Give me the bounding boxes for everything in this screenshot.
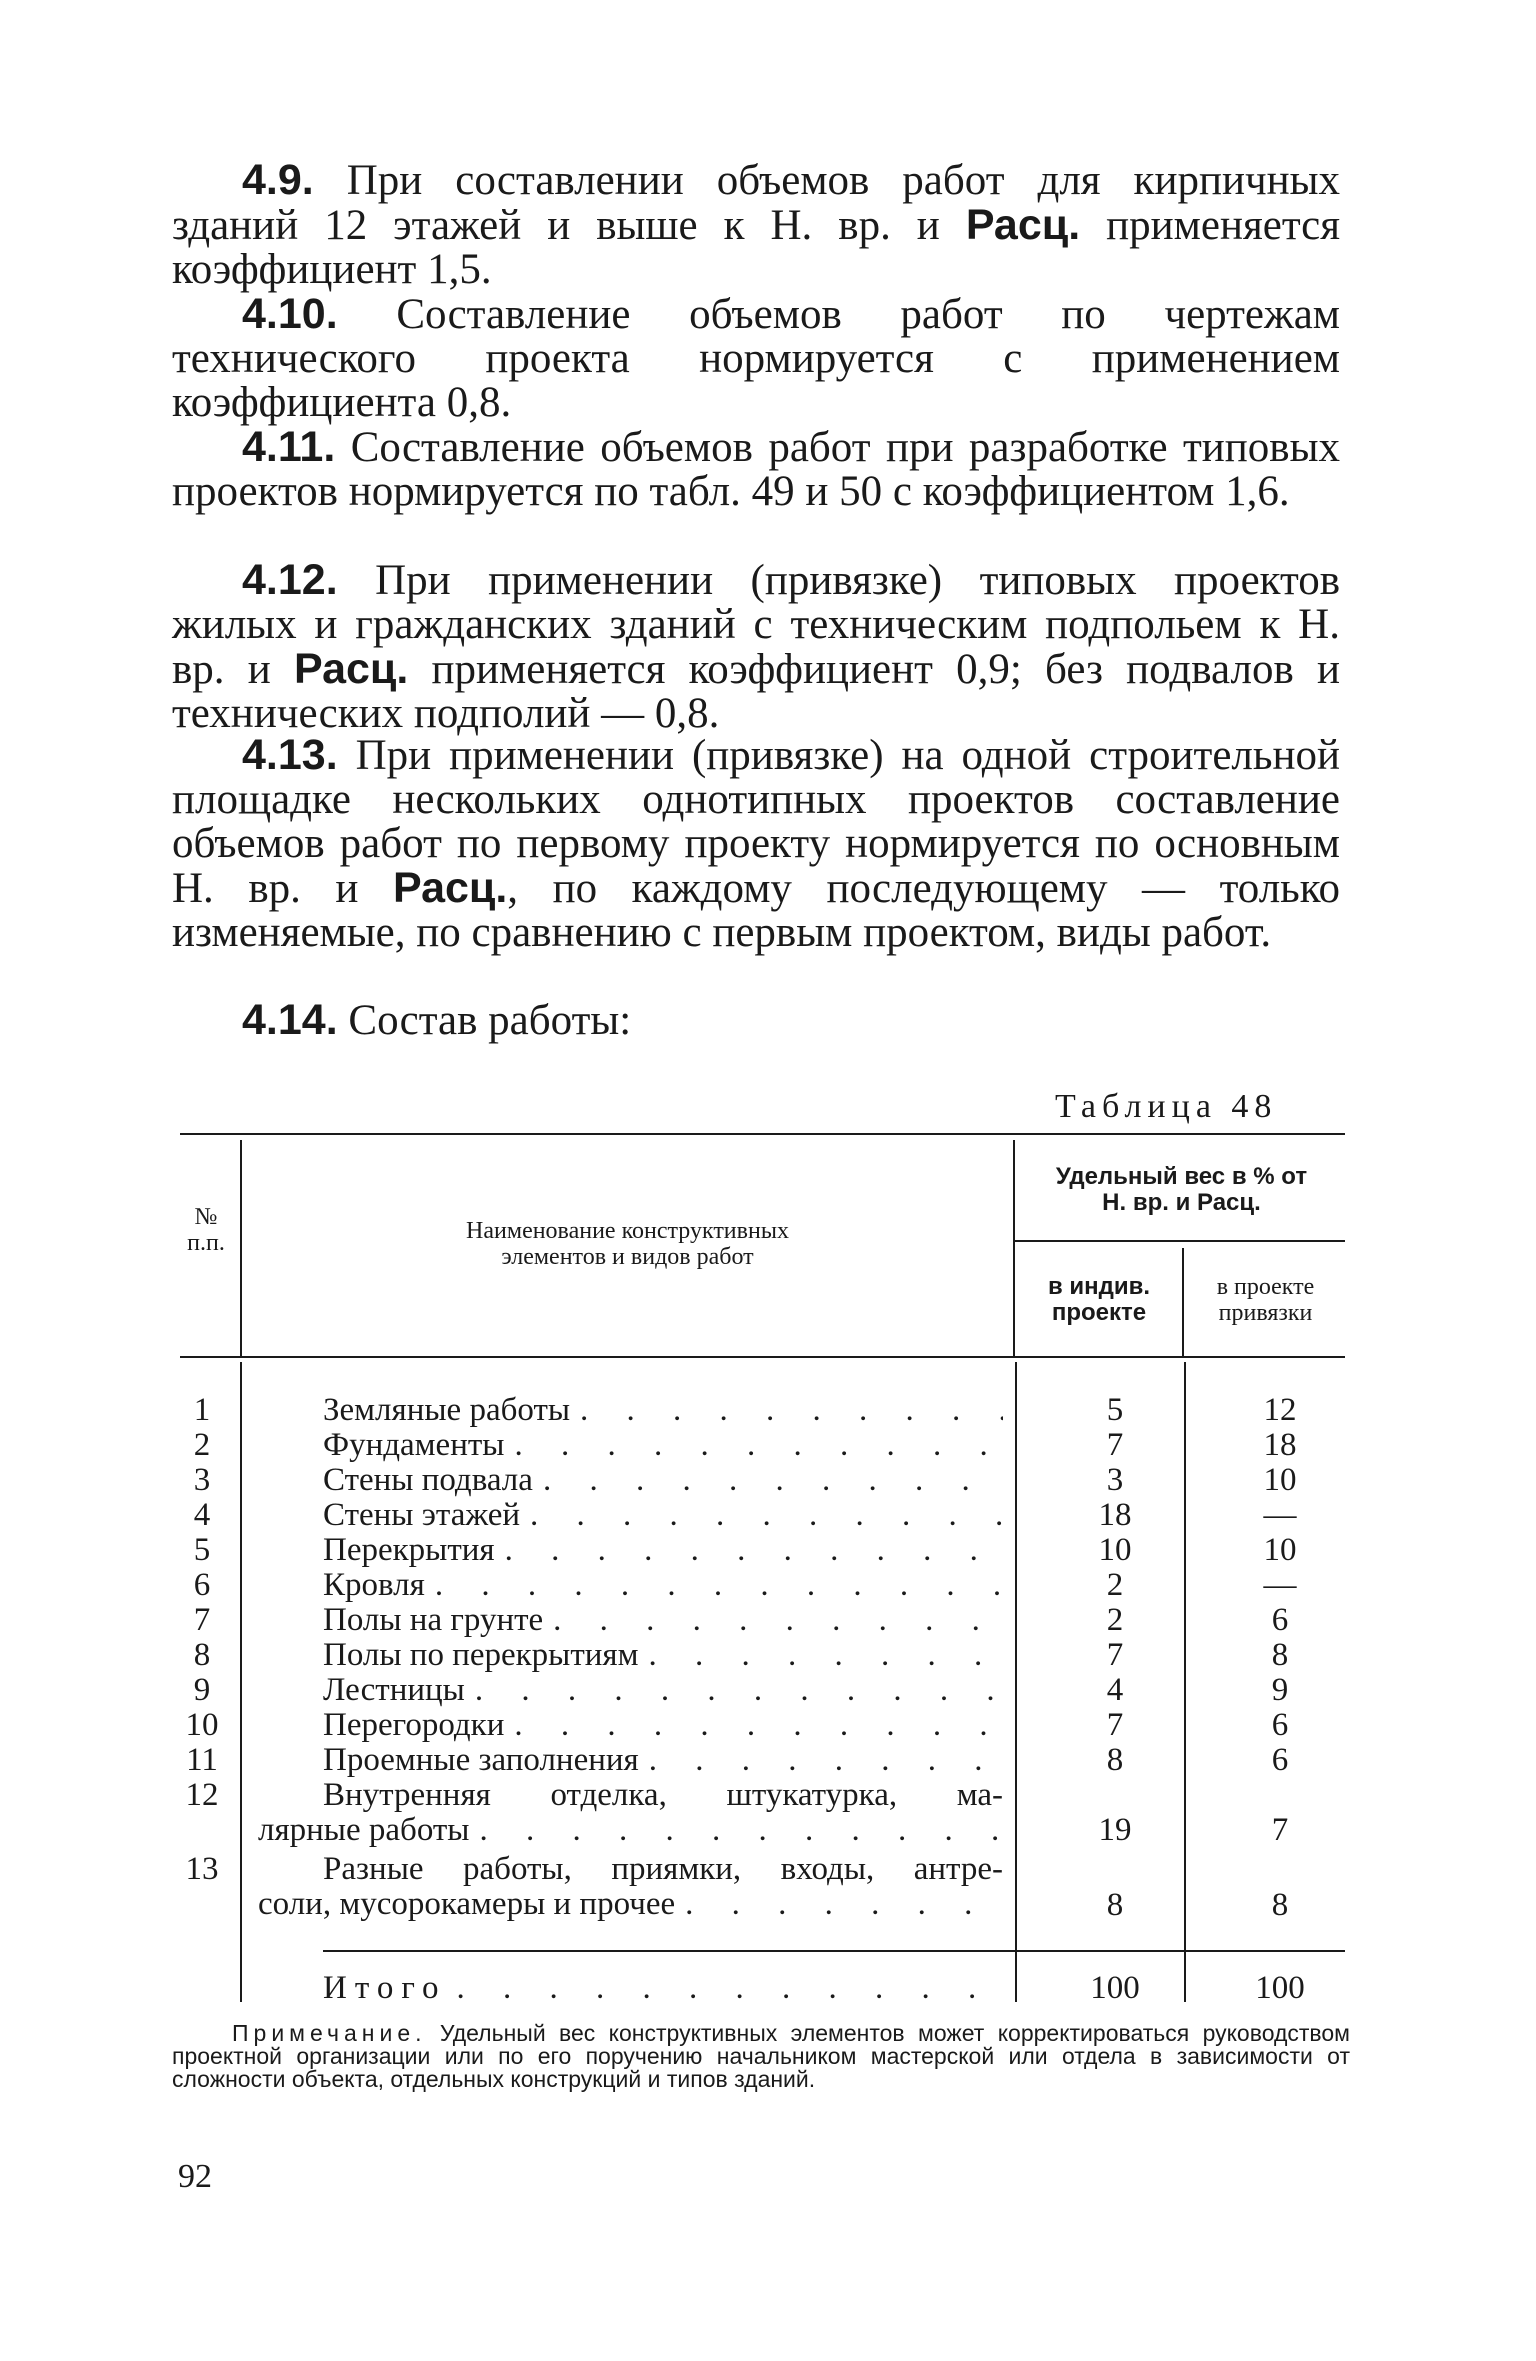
paragraph-number: 4.10.: [242, 290, 338, 338]
header-num: № п.п.: [187, 1204, 225, 1256]
subheader-rule: [1015, 1240, 1345, 1242]
row-num: 3: [193, 1462, 211, 1498]
row-bind: 8: [1271, 1637, 1289, 1673]
row-name: Стены подвала . . .: [323, 1463, 1003, 1498]
row-name: Проемные заполнения . . .: [323, 1743, 1003, 1778]
row-indiv: 7: [1106, 1707, 1124, 1743]
paragraph-number: 4.9.: [242, 156, 314, 204]
paragraph-number: 4.12.: [242, 556, 338, 604]
row-name: Фундаменты . . .: [323, 1428, 1003, 1463]
row-name: Кровля . . .: [323, 1568, 1003, 1603]
paragraph-number: 4.14.: [242, 996, 338, 1044]
row-bind: 12: [1263, 1392, 1297, 1428]
row-name: Внутренняя отделка, штукатурка, ма- лярные работы . . .: [323, 1778, 1003, 1848]
row-num: 10: [185, 1707, 219, 1743]
row-indiv: 10: [1098, 1532, 1132, 1568]
header-bottom-rule: [180, 1356, 1345, 1358]
table-note: [172, 2022, 1350, 2091]
row-bind: —: [1263, 1567, 1297, 1603]
row-name: Перегородки . . .: [323, 1708, 1003, 1743]
row-num: 8: [193, 1637, 211, 1673]
paragraph-4-10: 4.10. Составление объемов работ по чертежам технического проекта нормируется с применением коэффициента 0,8.: [172, 290, 1340, 426]
page-number: 92: [178, 2158, 212, 2195]
paragraph-4-12: 4.12. При применении (привязке) типовых проектов жилых и гражданских зданий с техническим подпольем к Н. вр. и Расц. применяется коэффициент 0,9; без подвалов и технических подполий — 0,8.: [172, 556, 1341, 737]
paragraph-4-13: 4.13. При применении (привязке) на одной строительной площадке нескольких однотипных проектов составление объемов работ по первому проекту нормируется по основным Н. вр. и Расц., по каждому последующему — только изменяемые, по сравнению с первым проектом, виды работ.: [172, 731, 1340, 956]
note-label: Примечание.: [232, 2020, 427, 2046]
row-indiv: 2: [1106, 1567, 1124, 1603]
total-rule: [323, 1950, 1345, 1952]
row-indiv: 2: [1106, 1602, 1124, 1638]
row-indiv: 8: [1106, 1742, 1124, 1778]
row-num: 13: [185, 1851, 219, 1887]
row-bind: 6: [1271, 1742, 1289, 1778]
row-num: 5: [193, 1532, 211, 1568]
col-divider: [1182, 1248, 1184, 1356]
row-name: Перекрытия . . .: [323, 1533, 1003, 1568]
row-indiv: 3: [1106, 1462, 1124, 1498]
col-divider: [240, 1140, 242, 1356]
total-label: Итого . . .: [323, 1971, 1003, 2006]
table-top-rule: [180, 1133, 1345, 1135]
row-name: Полы по перекрытиям . . .: [323, 1638, 1003, 1673]
row-bind: —: [1263, 1497, 1297, 1533]
paragraph-4-14: 4.14. Состав работы:: [242, 996, 632, 1044]
paragraph-4-11: 4.11. Составление объемов работ при разработке типовых проектов нормируется по табл. 49 и 50 с коэффициентом 1,6.: [172, 423, 1341, 515]
row-num: 7: [193, 1602, 211, 1638]
row-num: 1: [193, 1392, 211, 1428]
row-num: 2: [193, 1427, 211, 1463]
row-name: Земляные работы . . .: [323, 1393, 1003, 1428]
header-bind: в проекте привязки: [1216, 1274, 1315, 1326]
row-bind: 9: [1271, 1672, 1289, 1708]
row-num: 9: [193, 1672, 211, 1708]
row-name: Лестницы . . .: [323, 1673, 1003, 1708]
total-bind: 100: [1255, 1970, 1305, 2006]
row-name: Стены этажей . . .: [323, 1498, 1003, 1533]
row-bind: 10: [1263, 1462, 1297, 1498]
row-num: 6: [193, 1567, 211, 1603]
row-name: Разные работы, приямки, входы, антре- соли, мусорокамеры и прочее . . .: [323, 1852, 1003, 1922]
row-bind: 10: [1263, 1532, 1297, 1568]
row-indiv: 18: [1098, 1497, 1132, 1533]
row-bind: 7: [1271, 1812, 1289, 1848]
note-text: Удельный вес конструктивных элементов может корректироваться руководством проектной организации или по его поручению начальником мастерской или отдела в зависимости от сложности объекта, отдельных конструкций и типов зданий.: [172, 2020, 1350, 2092]
header-name: Наименование конструктивных элементов и видов работ: [466, 1218, 789, 1270]
row-name: Полы на грунте . . .: [323, 1603, 1003, 1638]
paragraph-number: 4.11.: [242, 423, 336, 471]
row-indiv: 8: [1106, 1887, 1124, 1923]
row-bind: 6: [1271, 1602, 1289, 1638]
paragraph-4-9: 4.9. При составлении объемов работ для кирпичных зданий 12 этажей и выше к Н. вр. и Расц. применяется коэффициент 1,5.: [172, 156, 1341, 293]
col-divider: [240, 1362, 242, 2002]
header-weight: Удельный вес в % от Н. вр. и Расц.: [1055, 1163, 1308, 1216]
row-bind: 6: [1271, 1707, 1289, 1743]
row-bind: 8: [1271, 1887, 1289, 1923]
header-indiv: в индив. проекте: [1047, 1273, 1151, 1326]
row-indiv: 7: [1106, 1637, 1124, 1673]
row-indiv: 19: [1098, 1812, 1132, 1848]
row-indiv: 7: [1106, 1427, 1124, 1463]
row-num: 11: [186, 1742, 218, 1778]
row-indiv: 4: [1106, 1672, 1124, 1708]
total-indiv: 100: [1090, 1970, 1140, 2006]
col-divider: [1015, 1362, 1017, 2002]
paragraph-number: 4.13.: [242, 731, 338, 779]
row-indiv: 5: [1106, 1392, 1124, 1428]
table-caption: Таблица 48: [1055, 1088, 1278, 1125]
row-bind: 18: [1263, 1427, 1297, 1463]
row-num: 12: [185, 1777, 219, 1813]
row-num: 4: [193, 1497, 211, 1533]
col-divider: [1013, 1140, 1015, 1356]
